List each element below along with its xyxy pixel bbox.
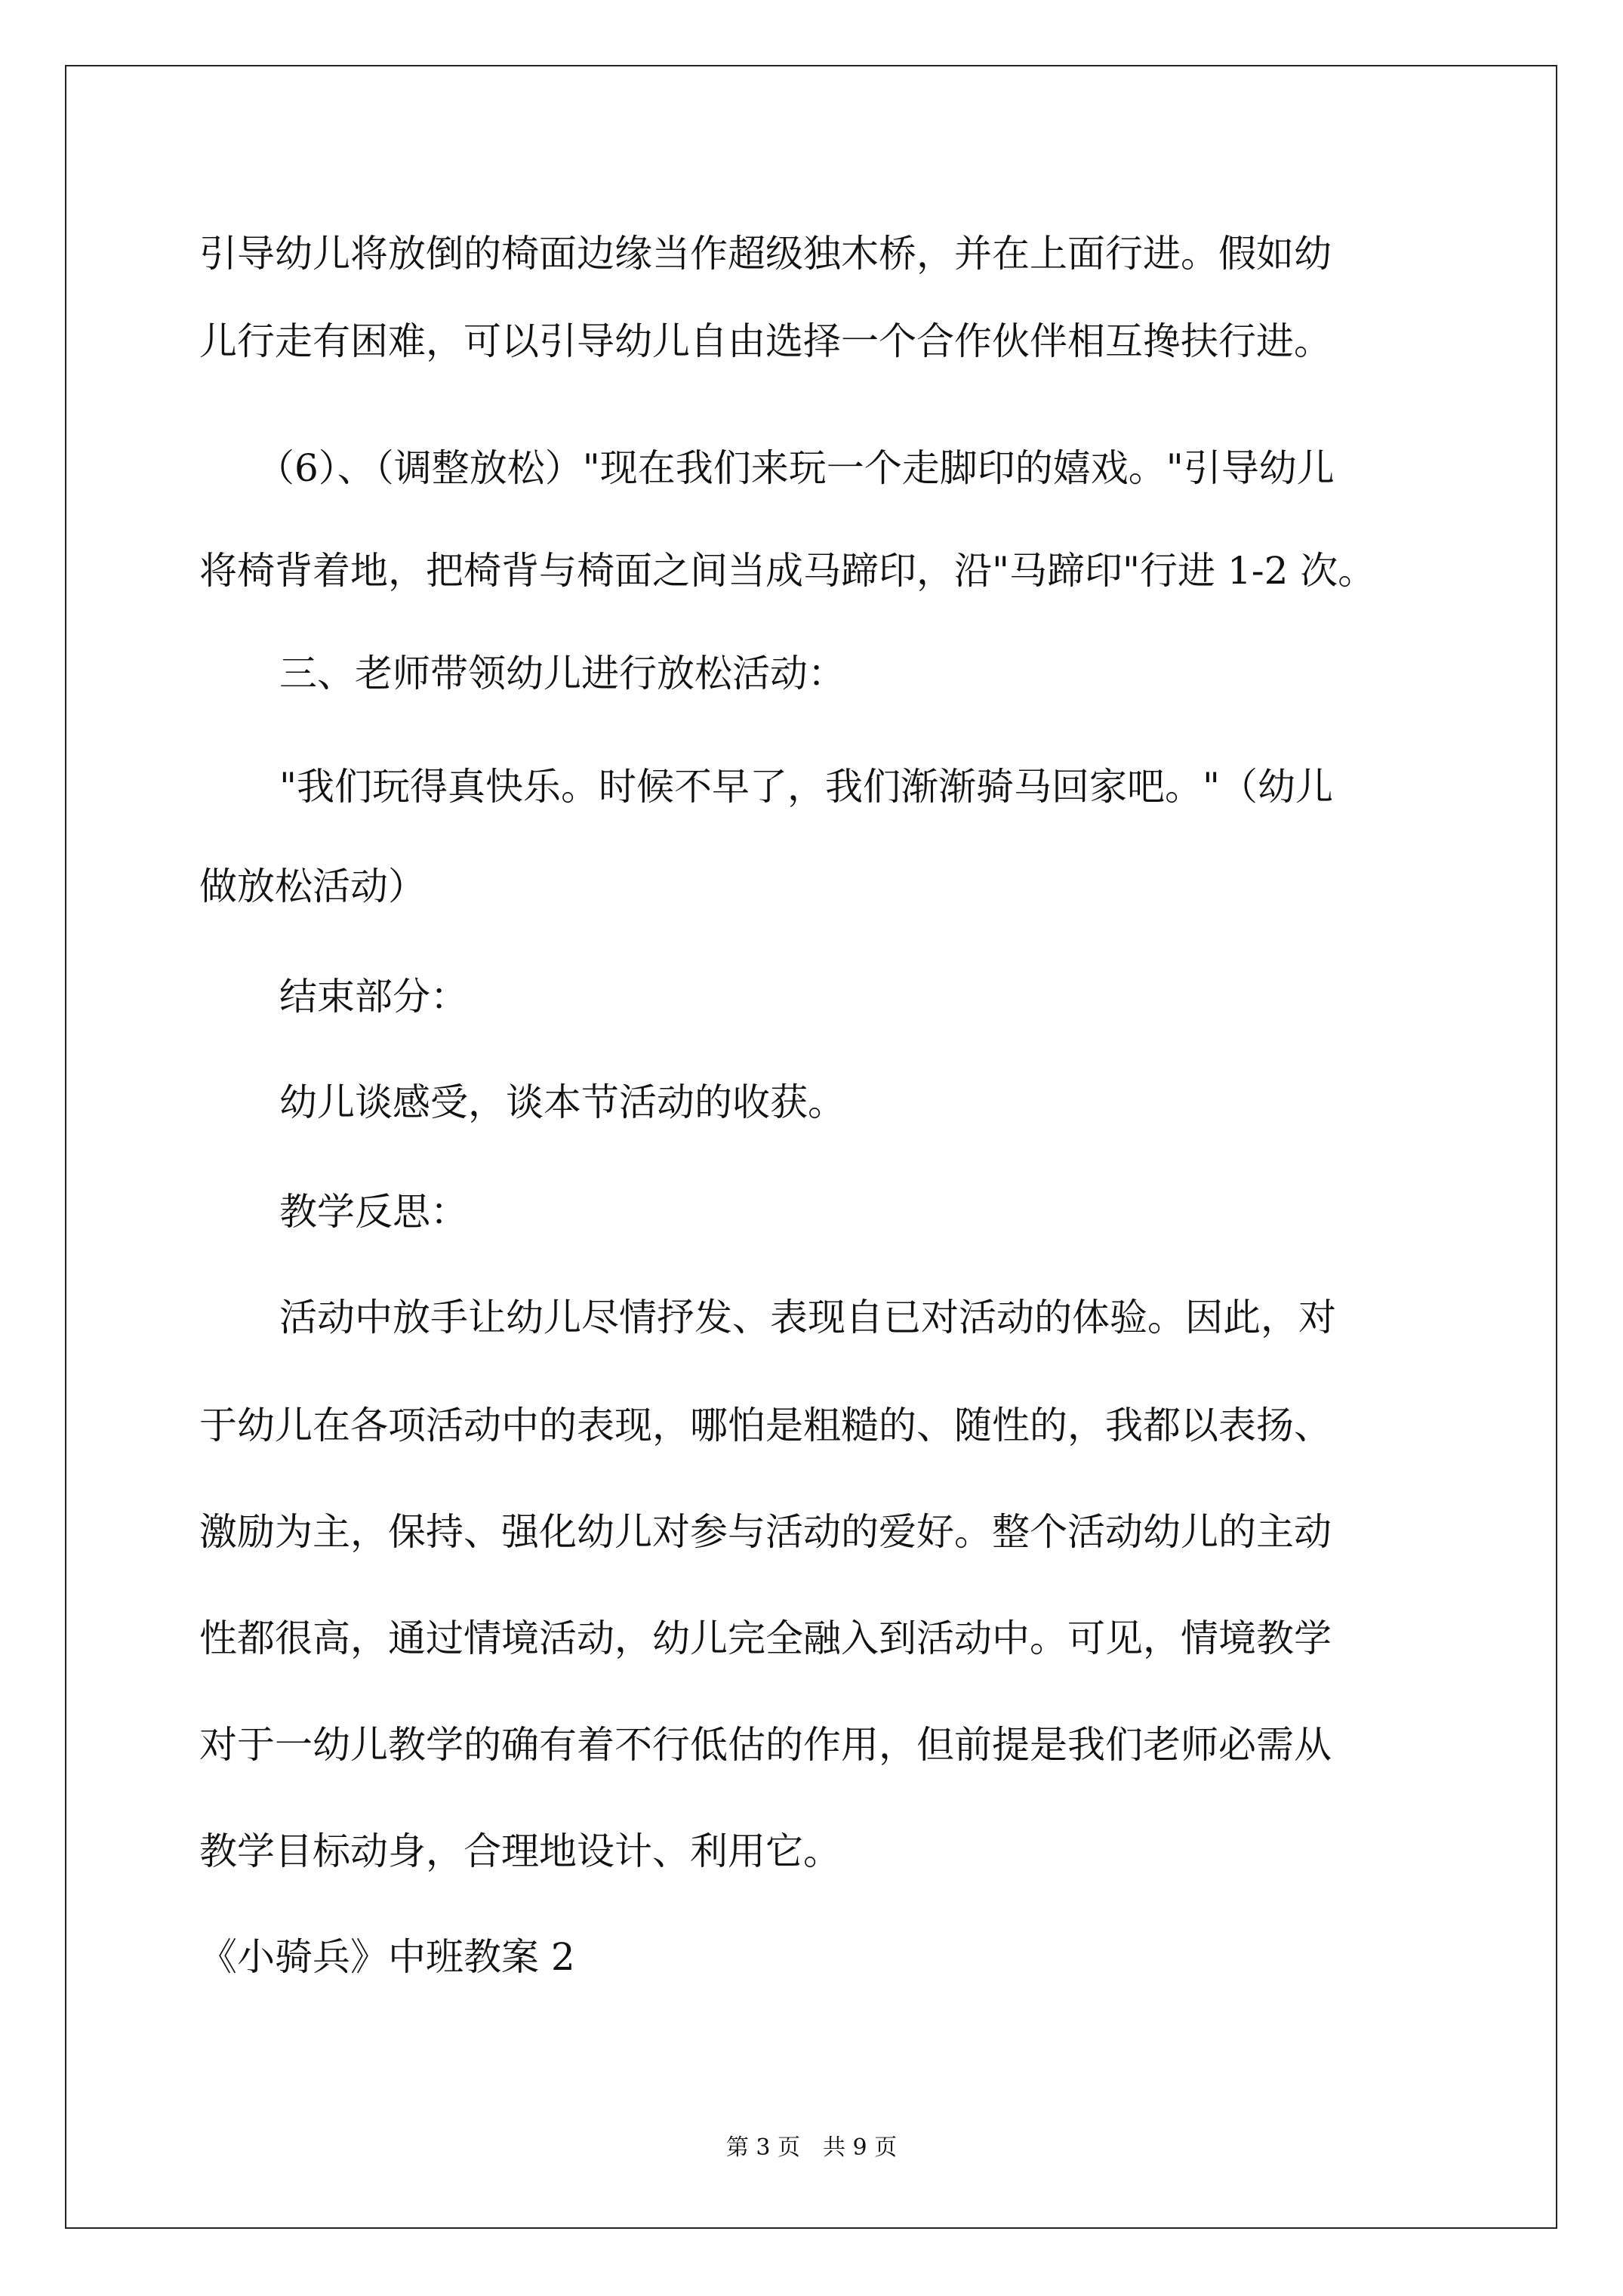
- body-line: 对于一幼儿教学的确有着不行低估的作用，但前提是我们老师必需从: [199, 1723, 1332, 1767]
- body-line: "我们玩得真快乐。时候不早了，我们渐渐骑马回家吧。"（幼儿: [279, 765, 1333, 809]
- body-line: 做放松活动）: [199, 864, 426, 908]
- section-heading: 结束部分：: [279, 975, 468, 1019]
- body-line: 幼儿谈感受，谈本节活动的收获。: [279, 1080, 845, 1124]
- body-line: 将椅背着地，把椅背与椅面之间当成马蹄印，沿"马蹄印"行进 1-2 次。: [199, 549, 1376, 593]
- body-line: 活动中放手让幼儿尽情抒发、表现自已对活动的体验。因此，对: [279, 1296, 1336, 1339]
- document-subtitle: 《小骑兵》中班教案 2: [199, 1935, 575, 1979]
- body-line: 儿行走有困难，可以引导幼儿自由选择一个合作伙伴相互搀扶行进。: [199, 319, 1332, 363]
- body-line: 性都很高，通过情境活动，幼儿完全融入到活动中。可见，情境教学: [199, 1616, 1332, 1660]
- body-line: 激励为主，保持、强化幼儿对参与活动的爱好。整个活动幼儿的主动: [199, 1510, 1332, 1554]
- body-line: （6）、（调整放松）"现在我们来玩一个走脚印的嬉戏。"引导幼儿: [257, 446, 1335, 490]
- body-line: 引导幼儿将放倒的椅面边缘当作超级独木桥，并在上面行进。假如幼: [199, 232, 1332, 276]
- body-line: 于幼儿在各项活动中的表现，哪怕是粗糙的、随性的，我都以表扬、: [199, 1404, 1332, 1447]
- page-number: 第 3 页 共 9 页: [725, 2134, 898, 2161]
- body-line: 教学目标动身，合理地设计、利用它。: [199, 1829, 841, 1873]
- section-heading: 三、老师带领幼儿进行放松活动：: [279, 652, 845, 695]
- page-border: [65, 65, 1557, 2229]
- section-heading: 教学反思：: [279, 1190, 468, 1234]
